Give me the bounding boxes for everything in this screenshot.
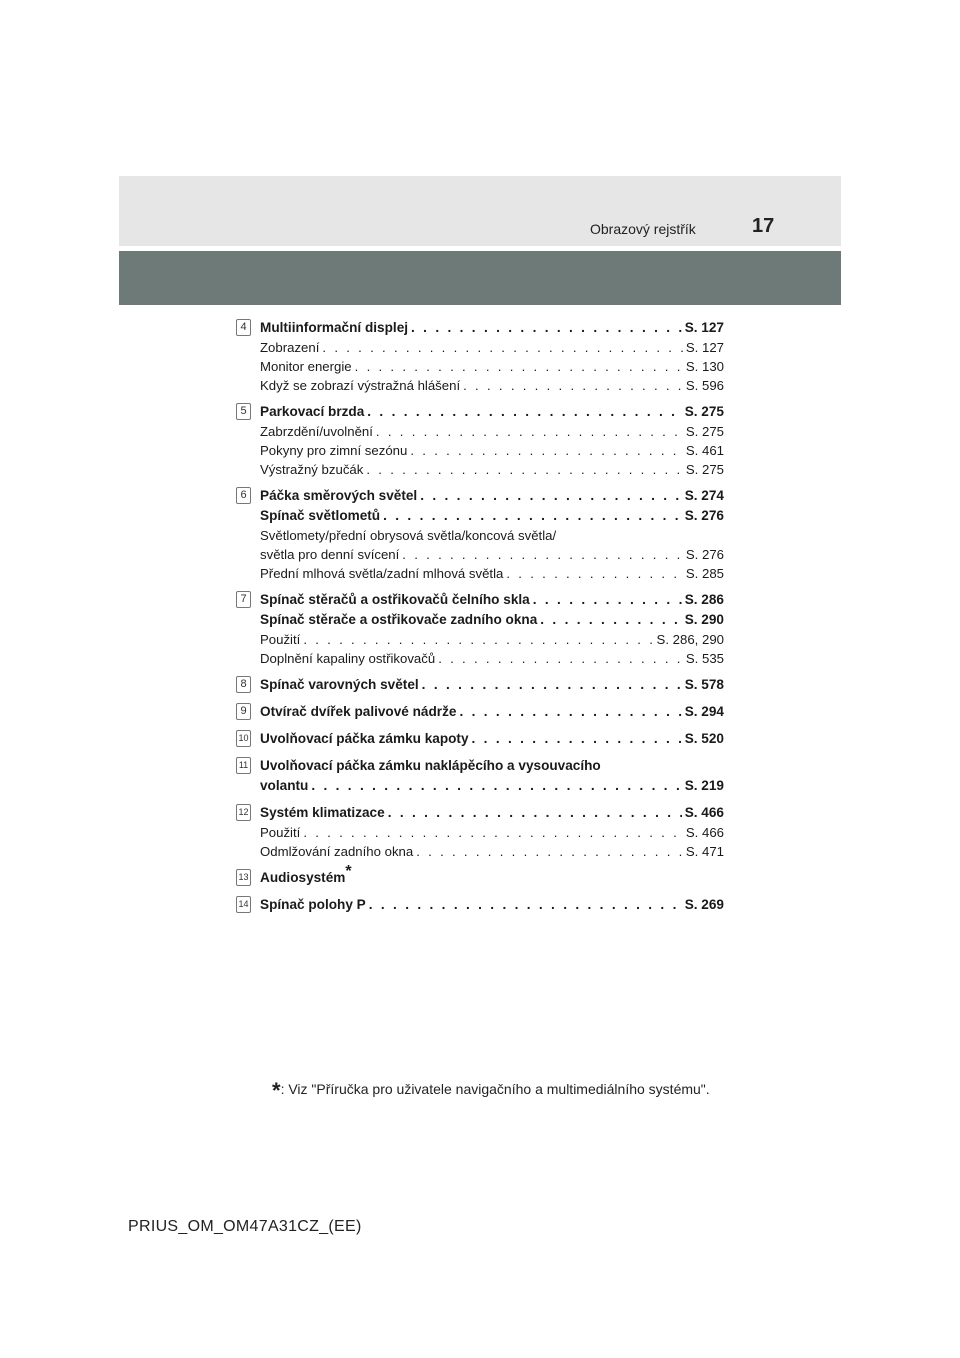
index-entry[interactable] <box>260 441 724 460</box>
page-reference: S. 286, 290 <box>656 632 724 647</box>
dot-leader <box>463 376 683 395</box>
entry-label: Světlomety/přední obrysová světla/koncová světla/ <box>260 528 557 543</box>
document-code: PRIUS_OM_OM47A31CZ_(EE) <box>128 1218 362 1235</box>
dot-leader <box>422 675 682 695</box>
index-entry[interactable] <box>260 610 724 630</box>
item-number-badge: 5 <box>236 403 251 420</box>
entry-label: Přední mlhová světla/zadní mlhová světla <box>260 566 504 581</box>
index-entry[interactable] <box>260 630 724 649</box>
dot-leader <box>472 729 682 749</box>
dot-leader <box>533 590 682 610</box>
entry-label: Multiinformační displej <box>260 320 409 335</box>
dot-leader <box>420 486 681 506</box>
entry-label: Použití <box>260 825 301 840</box>
item-number-badge: 13 <box>236 869 251 886</box>
index-entry <box>260 756 724 776</box>
page-reference: S. 466 <box>685 825 724 840</box>
entry-label: Spínač stěrače a ostřikovače zadního okna <box>260 612 538 627</box>
page-reference: S. 285 <box>685 566 724 581</box>
item-number-badge: 8 <box>236 676 251 693</box>
page-reference: S. 461 <box>685 443 724 458</box>
page-reference: S. 596 <box>685 378 724 393</box>
page-reference: S. 520 <box>684 731 724 746</box>
dot-leader <box>311 776 681 796</box>
dot-leader <box>383 506 682 526</box>
index-group <box>236 675 724 695</box>
page-reference: S. 275 <box>685 424 724 439</box>
dot-leader <box>369 895 682 915</box>
entry-label: Použití <box>260 632 301 647</box>
entry-label: Otvírač dvířek palivové nádrže <box>260 704 457 719</box>
footnote-marker: * <box>345 863 352 880</box>
page-reference: S. 274 <box>684 488 724 503</box>
item-number-badge: 4 <box>236 319 251 336</box>
page-reference: S. 276 <box>684 508 724 523</box>
header-band <box>119 251 841 305</box>
page-reference: S. 275 <box>685 462 724 477</box>
page-reference: S. 466 <box>684 805 724 820</box>
header-bar <box>119 176 841 246</box>
entry-label: Spínač světlometů <box>260 508 381 523</box>
index-entry[interactable] <box>260 460 724 479</box>
index-group <box>236 486 724 583</box>
entry-label: Audiosystém <box>260 870 346 885</box>
item-number-badge: 6 <box>236 487 251 504</box>
page-reference: S. 290 <box>684 612 724 627</box>
index-entry[interactable] <box>260 338 724 357</box>
index-entry[interactable] <box>260 486 724 506</box>
page-reference: S. 127 <box>685 340 724 355</box>
page-reference: S. 219 <box>684 778 724 793</box>
footnote <box>272 1078 710 1104</box>
index-entry[interactable] <box>260 702 724 722</box>
item-number-badge: 14 <box>236 896 251 913</box>
item-number-badge: 10 <box>236 730 251 747</box>
index-entry[interactable] <box>260 357 724 376</box>
index-group <box>236 756 724 796</box>
index-group <box>236 402 724 479</box>
entry-label: Páčka směrových světel <box>260 488 418 503</box>
index-group <box>236 803 724 861</box>
entry-label: Uvolňovací páčka zámku kapoty <box>260 731 469 746</box>
entry-label: Zobrazení <box>260 340 320 355</box>
index-group <box>236 863 724 888</box>
index-entry[interactable] <box>260 422 724 441</box>
entry-label: světla pro denní svícení <box>260 547 400 562</box>
index-entry[interactable] <box>260 318 724 338</box>
page-reference: S. 535 <box>685 651 724 666</box>
entry-label: Výstražný bzučák <box>260 462 364 477</box>
dot-leader <box>506 564 683 583</box>
index-entry[interactable] <box>260 729 724 749</box>
index-entry[interactable] <box>260 776 724 796</box>
index-group <box>236 895 724 915</box>
index-group <box>236 590 724 668</box>
dot-leader <box>303 630 653 649</box>
entry-label: Když se zobrazí výstražná hlášení <box>260 378 461 393</box>
dot-leader <box>366 460 683 479</box>
entry-label: Zabrzdění/uvolnění <box>260 424 373 439</box>
index-entry[interactable] <box>260 863 724 888</box>
index-entry[interactable] <box>260 402 724 422</box>
index-entry[interactable] <box>260 376 724 395</box>
dot-leader <box>410 441 683 460</box>
index-entry <box>260 526 724 545</box>
entry-label: Systém klimatizace <box>260 805 385 820</box>
entry-label: volantu <box>260 778 309 793</box>
index-entry[interactable] <box>260 545 724 564</box>
item-number-badge: 9 <box>236 703 251 720</box>
index-entry[interactable] <box>260 564 724 583</box>
page-reference: S. 275 <box>684 404 724 419</box>
dot-leader <box>540 610 681 630</box>
dot-leader <box>402 545 683 564</box>
index-entry[interactable] <box>260 649 724 668</box>
page-reference: S. 578 <box>684 677 724 692</box>
dot-leader <box>416 842 683 861</box>
page-number: 17 <box>752 215 775 237</box>
footnote-text: : Viz "Příručka pro uživatele navigačního a multimediálního systému". <box>280 1081 710 1097</box>
section-title: Obrazový rejstřík <box>590 221 696 237</box>
entry-label: Parkovací brzda <box>260 404 365 419</box>
index-group <box>236 318 724 395</box>
entry-label: Pokyny pro zimní sezónu <box>260 443 408 458</box>
page-reference: S. 269 <box>684 897 724 912</box>
entry-label: Doplnění kapaliny ostřikovačů <box>260 651 436 666</box>
dot-leader <box>367 402 681 422</box>
page-reference: S. 127 <box>684 320 724 335</box>
item-number-badge: 11 <box>236 757 251 774</box>
page-reference: S. 276 <box>685 547 724 562</box>
entry-label: Spínač stěračů a ostřikovačů čelního skla <box>260 592 530 607</box>
page-reference: S. 471 <box>685 844 724 859</box>
dot-leader <box>303 823 683 842</box>
footnote-star: * <box>272 1078 281 1103</box>
index-entry[interactable] <box>260 675 724 695</box>
index-entry[interactable] <box>260 895 724 915</box>
page-reference: S. 286 <box>684 592 724 607</box>
dot-leader <box>438 649 683 668</box>
dot-leader <box>388 803 682 823</box>
index-entry[interactable] <box>260 803 724 823</box>
entry-label: Uvolňovací páčka zámku naklápěcího a vysouvacího <box>260 758 601 773</box>
item-number-badge: 7 <box>236 591 251 608</box>
dot-leader <box>322 338 682 357</box>
index-entry[interactable] <box>260 823 724 842</box>
index-group <box>236 729 724 749</box>
dot-leader <box>355 357 683 376</box>
dot-leader <box>376 422 683 441</box>
entry-label: Spínač polohy P <box>260 897 366 912</box>
entry-label: Monitor energie <box>260 359 352 374</box>
entry-label: Spínač varovných světel <box>260 677 419 692</box>
index-entry[interactable] <box>260 842 724 861</box>
page-reference: S. 130 <box>685 359 724 374</box>
index-group <box>236 702 724 722</box>
index-entries <box>236 318 724 922</box>
index-entry[interactable] <box>260 506 724 526</box>
page-reference: S. 294 <box>684 704 724 719</box>
dot-leader <box>459 702 681 722</box>
item-number-badge: 12 <box>236 804 251 821</box>
dot-leader <box>411 318 682 338</box>
index-entry[interactable] <box>260 590 724 610</box>
entry-label: Odmlžování zadního okna <box>260 844 414 859</box>
